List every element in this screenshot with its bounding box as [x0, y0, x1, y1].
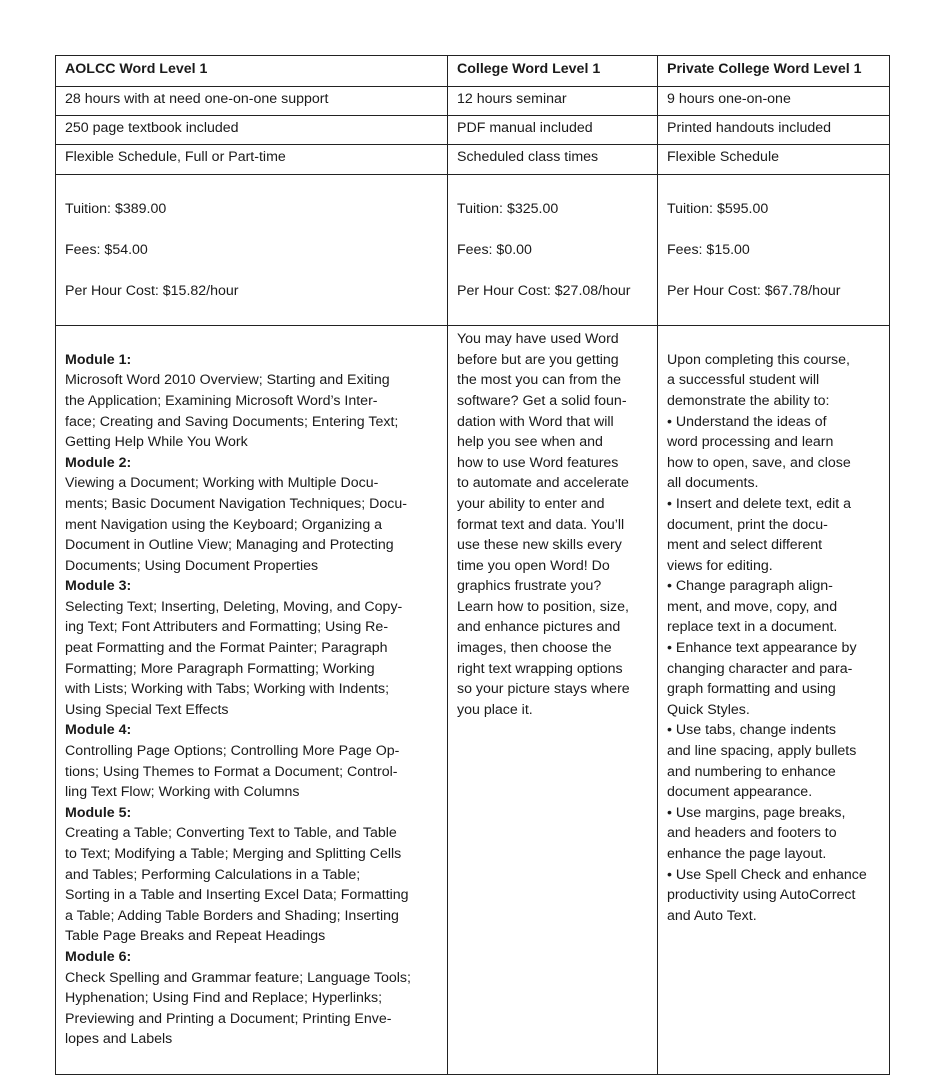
per-hour-cost-value: Per Hour Cost: $15.82/hour	[65, 282, 239, 299]
outcome-bullet: • Use margins, page breaks, and headers and footers to enhance the page layout.	[667, 804, 846, 862]
outcomes-intro: Upon completing this course, a successful student will demonstrate the ability to:	[667, 351, 850, 409]
college-description: You may have used Word before but are you getting the most you can from the software? Get a solid foun- dation with Word that will help you see when and how to use Word features to automate and accelerate your ability to enter and format text and data. You’ll use these new skills every time you open Word! Do graphics frustrate you? Learn how to position, size, and enhance pictures and images, then choose the right text wrapping options so your picture stays where you place it.	[457, 331, 630, 718]
fees-value: Fees: $54.00	[65, 241, 148, 258]
outcome-bullet: • Use Spell Check and enhance productivity using AutoCorrect and Auto Text.	[667, 866, 867, 924]
support-row	[56, 87, 890, 116]
aolcc-modules-cell	[56, 326, 448, 1074]
tuition-value: Tuition: $389.00	[65, 200, 167, 217]
header-row	[56, 56, 890, 87]
module-title: Module 4:	[65, 722, 132, 739]
per-hour-cost-value: Per Hour Cost: $67.78/hour	[667, 282, 841, 299]
per-hour-cost-value: Per Hour Cost: $27.08/hour	[457, 282, 631, 299]
module-description: Viewing a Document; Working with Multiple Docu- ments; Basic Document Navigation Techniques; Docu- ment Navigation using the Keyboard; Organizing a Document in Outline View; Managing and Protecting Documents; Using Document Properties	[65, 475, 407, 574]
outcome-bullet: • Use tabs, change indents and line spacing, apply bullets and numbering to enhance document appearance.	[667, 722, 857, 801]
column-header-college: College Word Level 1	[448, 56, 658, 87]
module-description: Selecting Text; Inserting, Deleting, Moving, and Copy- ing Text; Font Attributers and Formatting; Using Re- peat Formatting and the Format Painter; Paragraph Formatting; More Paragraph Formatting; Working with Lists; Working with Tabs; Working with Indents; Using Special Text Effects	[65, 598, 403, 718]
private-cost-cell	[658, 175, 890, 326]
private-outcomes-cell	[658, 326, 890, 1074]
aolcc-schedule-cell: Flexible Schedule, Full or Part-time	[56, 145, 448, 175]
fees-value: Fees: $15.00	[667, 241, 750, 258]
column-header-aolcc: AOLCC Word Level 1	[56, 56, 448, 87]
outcome-bullet: • Insert and delete text, edit a document, print the docu- ment and select different views for editing.	[667, 495, 852, 574]
aolcc-cost-cell	[56, 175, 448, 326]
aolcc-support-cell: 28 hours with at need one-on-one support	[56, 87, 448, 116]
college-materials-cell: PDF manual included	[448, 116, 658, 145]
private-support-cell: 9 hours one-on-one	[658, 87, 890, 116]
module-title: Module 6:	[65, 948, 132, 965]
college-schedule-cell: Scheduled class times	[448, 145, 658, 175]
module-description: Controlling Page Options; Controlling More Page Op- tions; Using Themes to Format a Document; Control- ling Text Flow; Working with Columns	[65, 743, 400, 801]
module-title: Module 2:	[65, 454, 132, 471]
college-cost-cell	[448, 175, 658, 326]
module-description: Creating a Table; Converting Text to Table, and Table to Text; Modifying a Table; Merging and Splitting Cells and Tables; Performing Calculations in a Table; Sorting in a Table and Inserting Excel Data; Formatting a Table; Adding Table Borders and Shading; Inserting Table Page Breaks and Repeat Headings	[65, 825, 409, 945]
cost-row	[56, 175, 890, 326]
module-title: Module 1:	[65, 351, 132, 368]
materials-row	[56, 116, 890, 145]
column-header-private-college: Private College Word Level 1	[658, 56, 890, 87]
tuition-value: Tuition: $325.00	[457, 200, 559, 217]
aolcc-materials-cell: 250 page textbook included	[56, 116, 448, 145]
outcome-bullet: • Understand the ideas of word processing and learn how to open, save, and close all documents.	[667, 413, 851, 492]
tuition-value: Tuition: $595.00	[667, 200, 769, 217]
college-support-cell: 12 hours seminar	[448, 87, 658, 116]
module-description: Check Spelling and Grammar feature; Language Tools; Hyphenation; Using Find and Replace; Hyperlinks; Previewing and Printing a Document; Printing Enve- lopes and Labels	[65, 969, 411, 1048]
fees-value: Fees: $0.00	[457, 241, 532, 258]
module-title: Module 5:	[65, 804, 132, 821]
private-schedule-cell: Flexible Schedule	[658, 145, 890, 175]
schedule-row	[56, 145, 890, 175]
module-title: Module 3:	[65, 578, 132, 595]
private-materials-cell: Printed handouts included	[658, 116, 890, 145]
college-description-cell	[448, 326, 658, 1074]
outcome-bullet: • Enhance text appearance by changing character and para- graph formatting and using Quick Styles.	[667, 640, 857, 718]
module-description: Microsoft Word 2010 Overview; Starting and Exiting the Application; Examining Microsoft Word’s Inter- face; Creating and Saving Documents; Entering Text; Getting Help While You Work	[65, 372, 399, 451]
outcome-bullet: • Change paragraph align- ment, and move, copy, and replace text in a document.	[667, 578, 838, 636]
course-comparison-table	[55, 55, 890, 1075]
content-row	[56, 326, 890, 1074]
